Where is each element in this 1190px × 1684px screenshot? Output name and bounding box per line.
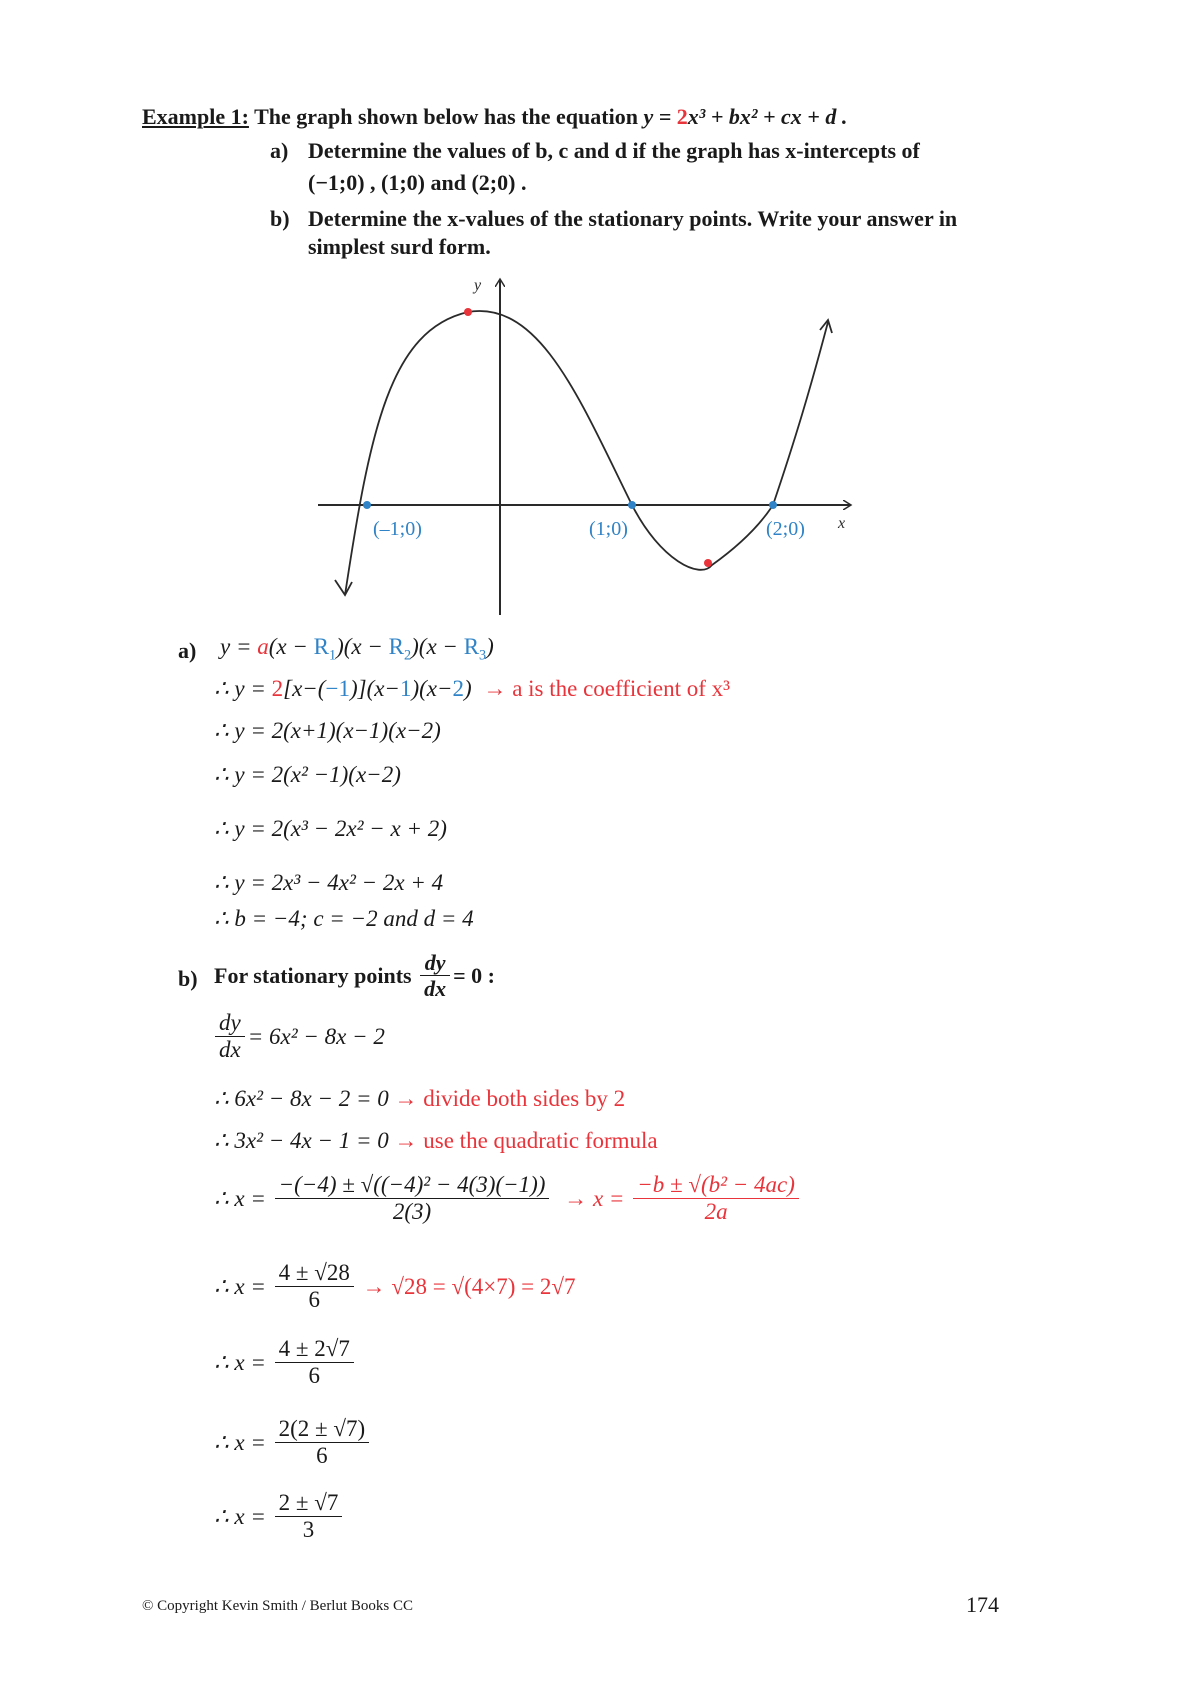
fraction-numerator: 4 ± √28 (275, 1260, 354, 1287)
x-axis-label: x (838, 515, 846, 532)
intercept-point (628, 501, 636, 509)
solution-a-line7: ∴ b = −4; c = −2 and d = 4 (214, 906, 474, 931)
intercept-label: (–1;0) (373, 518, 422, 540)
part-a-label: a) (270, 138, 289, 163)
step1-note: → divide both sides by 2 (394, 1086, 626, 1111)
solution-a-line6: ∴ y = 2x³ − 4x² − 2x + 4 (214, 870, 444, 895)
line2-text: ) (464, 676, 472, 701)
therefore-x: ∴ x = (214, 1185, 266, 1211)
root-r1 (313, 634, 337, 664)
line2-text: )(x− (411, 676, 453, 701)
equation-rest: x³ + bx² + cx + d . (687, 104, 848, 129)
step1-text: ∴ 6x² − 8x − 2 = 0 (214, 1086, 389, 1111)
root-letter: R (463, 634, 480, 659)
copyright: © Copyright Kevin Smith / Berlut Books CC (142, 1598, 413, 1614)
line1-text: y = (220, 634, 258, 659)
fraction-denominator: 6 (308, 1363, 320, 1389)
surd-step4 (214, 1490, 345, 1544)
solution-a-label: a) (178, 638, 197, 663)
line2-coefficient: 2 (271, 676, 284, 701)
dy-dx-fraction (420, 950, 450, 1002)
step2-text: ∴ 3x² − 4x − 1 = 0 (214, 1128, 389, 1153)
equation-coefficient: 2 (676, 104, 688, 129)
quadratic-fraction (275, 1172, 550, 1226)
quadratic-formula (633, 1172, 799, 1226)
cubic-graph (0, 0, 1190, 640)
solution-b-heading (214, 950, 495, 1002)
step1-line (214, 1086, 625, 1112)
coefficient-note: → a is the coefficient of x³ (483, 676, 731, 701)
part-b-label: b) (270, 206, 290, 231)
fraction-denominator: dx (424, 976, 447, 1002)
line2-root: −1 (325, 676, 350, 701)
y-axis-label: y (474, 277, 482, 294)
line1-text: (x − (268, 634, 314, 659)
intercept-label: (1;0) (589, 518, 628, 540)
part-a-line1: Determine the values of b, c and d if the graph has x-intercepts of (308, 138, 920, 163)
intercept-point (769, 501, 777, 509)
surd-fraction (275, 1260, 354, 1314)
example-intro: The graph shown below has the equation (254, 104, 638, 129)
fraction-numerator: −b ± √(b² − 4ac) (633, 1172, 799, 1199)
page-number: 174 (966, 1592, 999, 1617)
step2-line (214, 1128, 658, 1154)
surd-step1 (214, 1260, 575, 1314)
derivative-line (212, 1010, 385, 1064)
fraction-denominator: 6 (308, 1287, 320, 1313)
step2-note: → use the quadratic formula (394, 1128, 658, 1153)
quadratic-line (214, 1172, 802, 1226)
solution-a-line1 (220, 634, 494, 664)
fraction-denominator: 6 (316, 1443, 328, 1469)
root-r3 (463, 634, 487, 664)
fraction-numerator: 2 ± √7 (275, 1490, 343, 1517)
line2-text: ∴ y = (214, 676, 272, 701)
line2-root: 2 (452, 676, 465, 701)
fraction-numerator: dy (215, 1010, 245, 1037)
line2-text: )](x− (349, 676, 400, 701)
root-subscript: 2 (404, 647, 412, 664)
coefficient-a: a (257, 634, 269, 659)
maximum-point (464, 308, 472, 316)
line1-text: )(x − (336, 634, 389, 659)
root-subscript: 3 (479, 647, 487, 664)
fraction-denominator: 2a (704, 1199, 728, 1225)
line1-text: )(x − (411, 634, 464, 659)
heading-text: For stationary points (214, 962, 412, 988)
therefore-x: ∴ x = (214, 1429, 266, 1455)
fraction-numerator: dy (420, 950, 450, 976)
therefore-x: ∴ x = (214, 1503, 266, 1529)
root-letter: R (313, 634, 329, 659)
fraction-denominator: 3 (302, 1517, 315, 1543)
solution-a-line2 (214, 676, 730, 702)
line2-root: 1 (399, 676, 412, 701)
therefore-x: ∴ x = (214, 1273, 266, 1299)
line1-text: ) (486, 634, 494, 659)
solution-a-line4: ∴ y = 2(x² −1)(x−2) (214, 762, 401, 787)
part-b-line2: simplest surd form. (308, 234, 491, 259)
part-b-line1: Determine the x-values of the stationary points. Write your answer in (308, 206, 958, 231)
root-letter: R (388, 634, 404, 659)
equation-prefix: y = (643, 104, 677, 129)
derivative-rhs: = 6x² − 8x − 2 (247, 1023, 385, 1049)
fraction-numerator: 4 ± 2√7 (275, 1336, 354, 1363)
example-label: Example 1: (142, 104, 249, 129)
dy-dx-fraction (215, 1010, 245, 1064)
fraction-numerator: −(−4) ± √((−4)² − 4(3)(−1)) (275, 1172, 550, 1199)
surd-step2 (214, 1336, 357, 1390)
curve-start-arrow (335, 580, 352, 595)
heading-text: = 0 : (453, 962, 495, 988)
surd-fraction (275, 1416, 370, 1470)
fraction-numerator: 2(2 ± √7) (275, 1416, 370, 1443)
root-r2 (388, 634, 412, 664)
therefore-x: ∴ x = (214, 1349, 266, 1375)
intercept-point (363, 501, 371, 509)
surd-fraction (275, 1336, 354, 1390)
minimum-point (704, 559, 712, 567)
final-answer-fraction (275, 1490, 343, 1544)
formula-arrow: → x = (564, 1185, 625, 1211)
surd-step3 (214, 1416, 372, 1470)
solution-a-line5: ∴ y = 2(x³ − 2x² − x + 2) (214, 816, 447, 841)
fraction-denominator: dx (219, 1037, 241, 1063)
surd-note: → √28 = √(4×7) = 2√7 (362, 1273, 576, 1299)
curve (345, 311, 828, 595)
solution-b-label: b) (178, 966, 198, 991)
fraction-denominator: 2(3) (392, 1199, 432, 1225)
root-subscript: 1 (328, 647, 337, 664)
solution-a-line3: ∴ y = 2(x+1)(x−1)(x−2) (214, 718, 441, 743)
part-a-line2: (−1;0) , (1;0) and (2;0) . (308, 170, 527, 195)
line2-text: [x−( (283, 676, 326, 701)
intercept-label: (2;0) (766, 518, 805, 540)
